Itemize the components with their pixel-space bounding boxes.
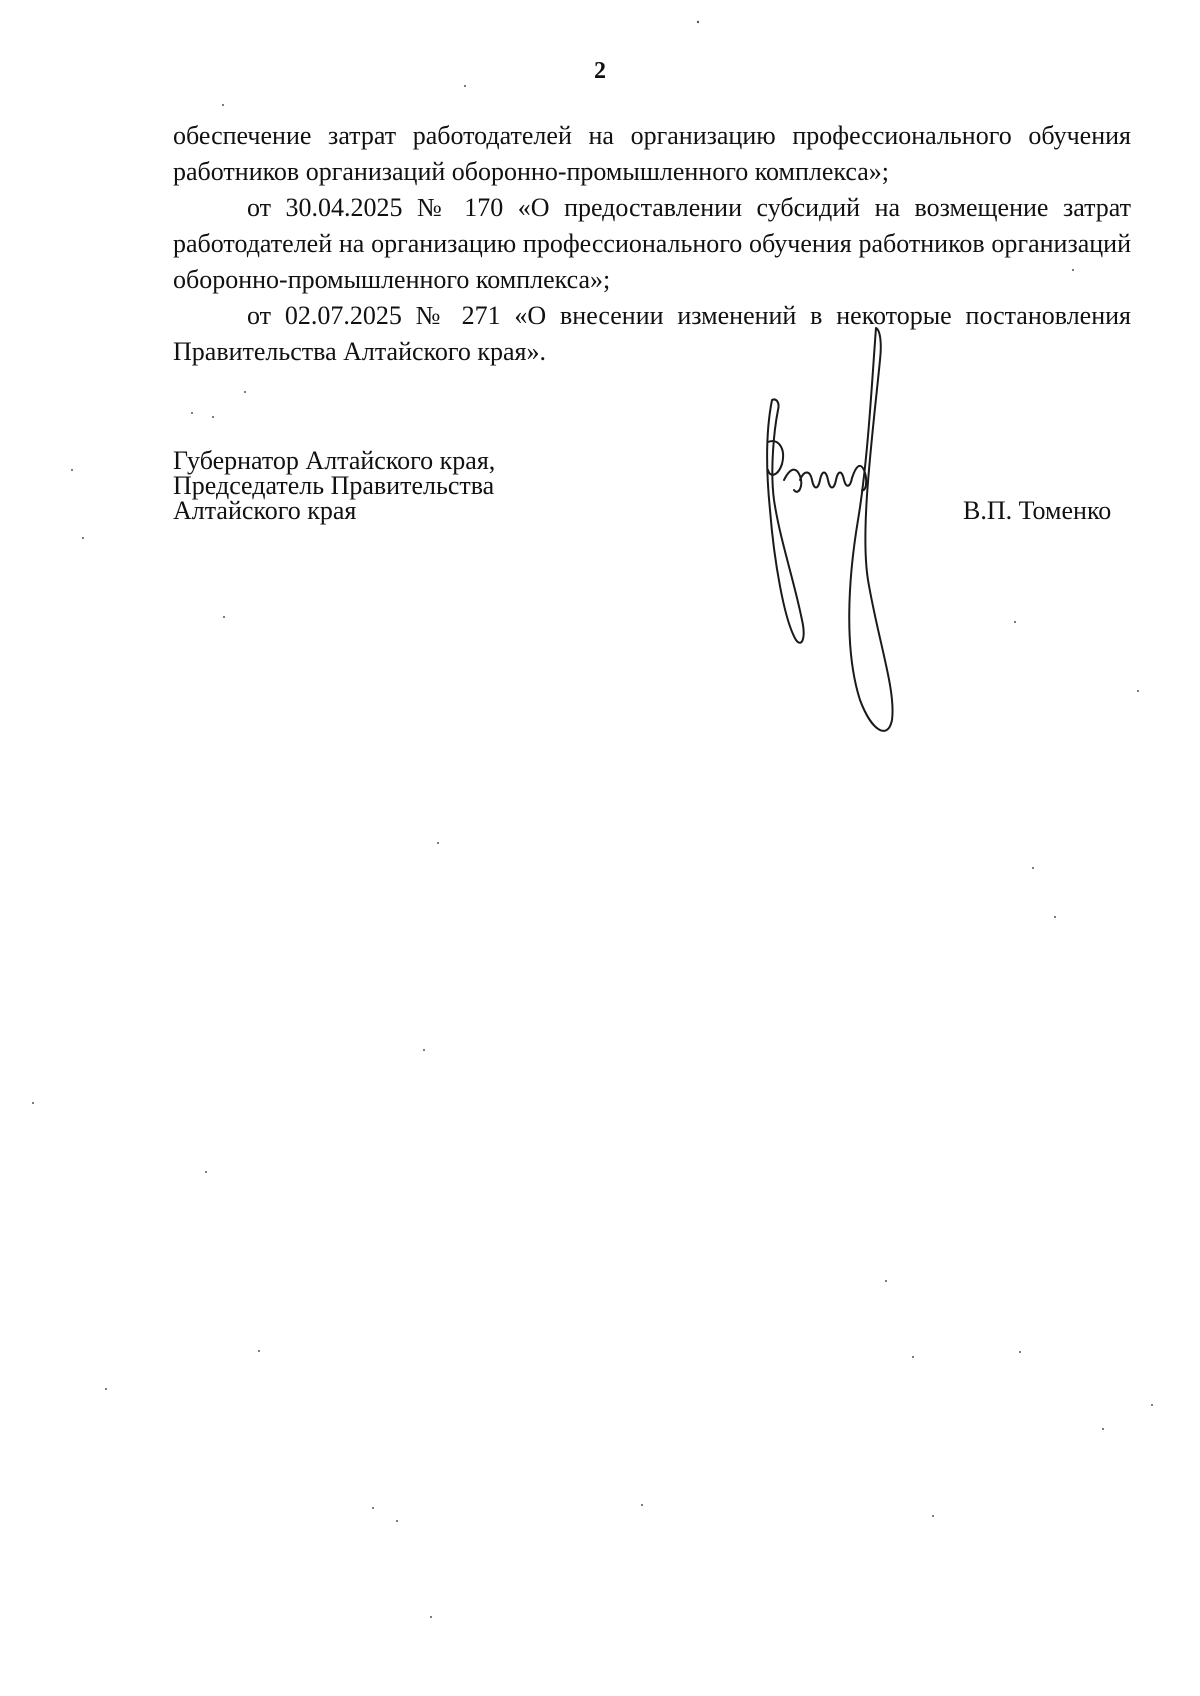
signatory-title bbox=[173, 448, 495, 523]
signatory-title-line: Алтайского края bbox=[173, 496, 357, 525]
page-number: 2 bbox=[594, 58, 606, 84]
paragraph-decree-271: от 02.07.2025 № 271 «О внесении изменений в некоторые постановления Правительства Алтайского края». bbox=[173, 301, 1131, 366]
paragraph-decree-170: от 30.04.2025 № 170 «О предоставлении субсидий на возмещение затрат работодателей на организацию профессионального обучения работников организаций оборонно-промышленного комплекса»; bbox=[173, 193, 1131, 294]
signatory-title-line: Председатель Правительства bbox=[173, 471, 495, 500]
signer-name: В.П. Томенко bbox=[963, 496, 1112, 525]
signatory-title-line: Губернатор Алтайского края, bbox=[173, 446, 496, 475]
handwritten-signature bbox=[740, 320, 940, 780]
document-body bbox=[173, 118, 1131, 370]
paragraph-continuation: обеспечение затрат работодателей на организацию профессионального обучения работников организаций оборонно-промышленного комплекса»; bbox=[173, 121, 1131, 186]
